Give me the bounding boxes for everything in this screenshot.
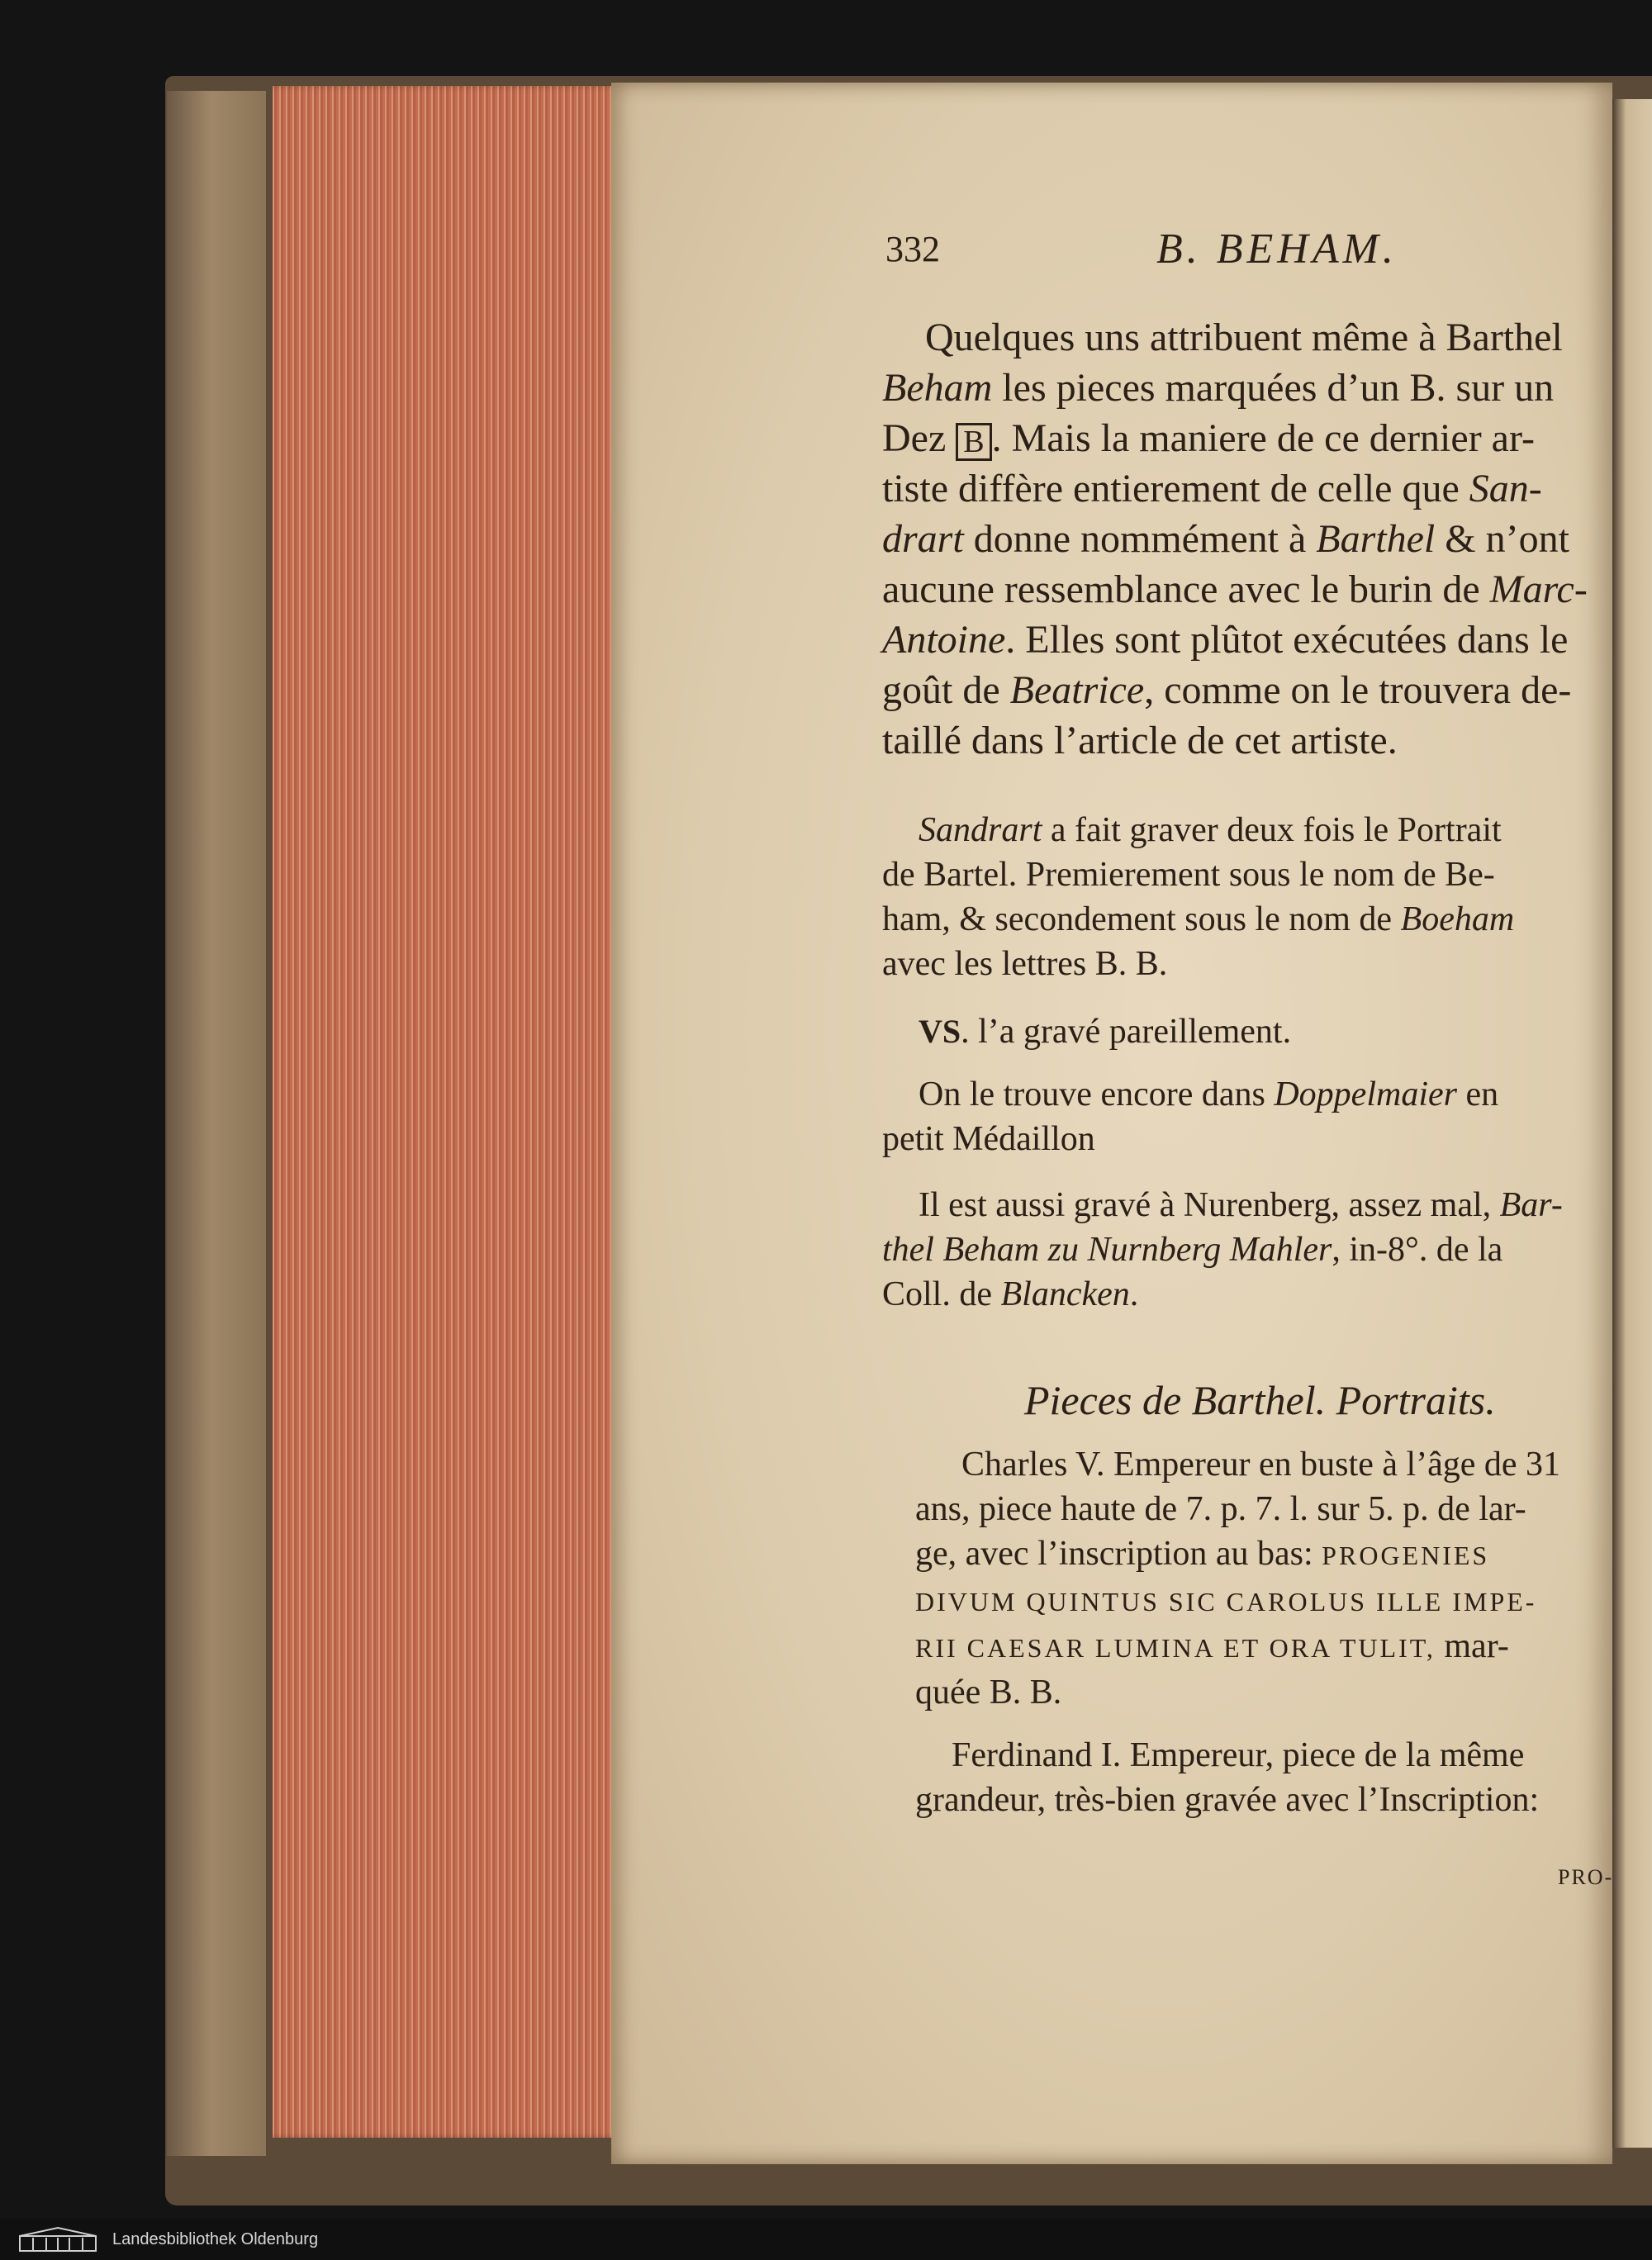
text-line: avec les lettres B. B.	[882, 945, 1168, 983]
text-line: Quelques uns attribuent même à Barthel	[925, 316, 1563, 359]
text-line: grandeur, très-bien gravée avec l’Inscription:	[915, 1781, 1540, 1819]
library-credit: Landesbibliothek Oldenburg	[112, 2229, 319, 2248]
book-cover-edge	[167, 91, 266, 2156]
paragraph-attribution	[882, 312, 1609, 766]
running-head: B. BEHAM.	[1156, 226, 1398, 273]
text-line: Charles V. Empereur en buste à l’âge de 31	[961, 1446, 1561, 1484]
paragraph-sandrart	[882, 808, 1612, 986]
text-line: Beham les pieces marquées d’un B. sur un	[882, 366, 1555, 410]
text-line: Coll. de Blancken.	[882, 1275, 1139, 1313]
text-line: tiste diffère entierement de celle que San-	[882, 467, 1542, 510]
text-line: ans, piece haute de 7. p. 7. l. sur 5. p. de lar-	[915, 1490, 1526, 1528]
paragraph-nurenberg	[882, 1183, 1563, 1317]
text-line: drart donne nommément à Barthel & n’ont	[882, 517, 1569, 561]
text-line: de Bartel. Premierement sous le nom de Be-	[882, 856, 1495, 894]
adjacent-page-edge	[1612, 99, 1652, 2148]
page-number: 332	[885, 229, 940, 269]
text-line: Dez B . Mais la maniere de ce dernier ar-	[882, 416, 1535, 460]
paragraph-charles-v	[915, 1442, 1560, 1715]
paragraph-doppelmaier	[882, 1072, 1499, 1161]
paragraph-monogram: VS. l’a gravé pareillement.	[919, 1013, 1292, 1051]
text-line: DIVUM QUINTUS SIC CAROLUS ILLE IMPE-	[915, 1587, 1537, 1617]
text-line: taillé dans l’article de cet artiste.	[882, 719, 1398, 762]
text-line: Antoine. Elles sont plûtot exécutées dans le	[882, 618, 1569, 662]
catchword: PRO-	[1558, 1865, 1614, 1889]
text-line: ham, & secondement sous le nom de Boeham	[882, 900, 1515, 938]
text-line: Il est aussi gravé à Nurenberg, assez mal, Bar-	[919, 1186, 1563, 1224]
text-line: quée B. B.	[915, 1674, 1062, 1712]
text-line: On le trouve encore dans Doppelmaier en	[919, 1075, 1499, 1113]
boxed-b-mark: B	[956, 423, 991, 461]
red-page-edges	[273, 86, 623, 2138]
section-heading: Pieces de Barthel. Portraits.	[1024, 1377, 1496, 1423]
text-line: aucune ressemblance avec le burin de Marc-	[882, 567, 1588, 611]
text-line: goût de Beatrice, comme on le trouvera de-	[882, 668, 1572, 712]
vs-monogram: VS	[919, 1013, 961, 1050]
text-line: Ferdinand I. Empereur, piece de la même	[952, 1736, 1525, 1774]
library-building-icon	[17, 2226, 99, 2253]
text-line: thel Beham zu Nurnberg Mahler, in-8°. de la	[882, 1231, 1503, 1269]
text-line: petit Médaillon	[882, 1120, 1095, 1158]
text-line: Sandrart a fait graver deux fois le Portrait	[919, 811, 1502, 849]
paragraph-ferdinand	[915, 1733, 1539, 1822]
footer-bar	[0, 2219, 1652, 2260]
text-line: RII CAESAR LUMINA ET ORA TULIT, mar-	[915, 1627, 1509, 1665]
text-line: ge, avec l’inscription au bas: PROGENIES	[915, 1535, 1490, 1573]
